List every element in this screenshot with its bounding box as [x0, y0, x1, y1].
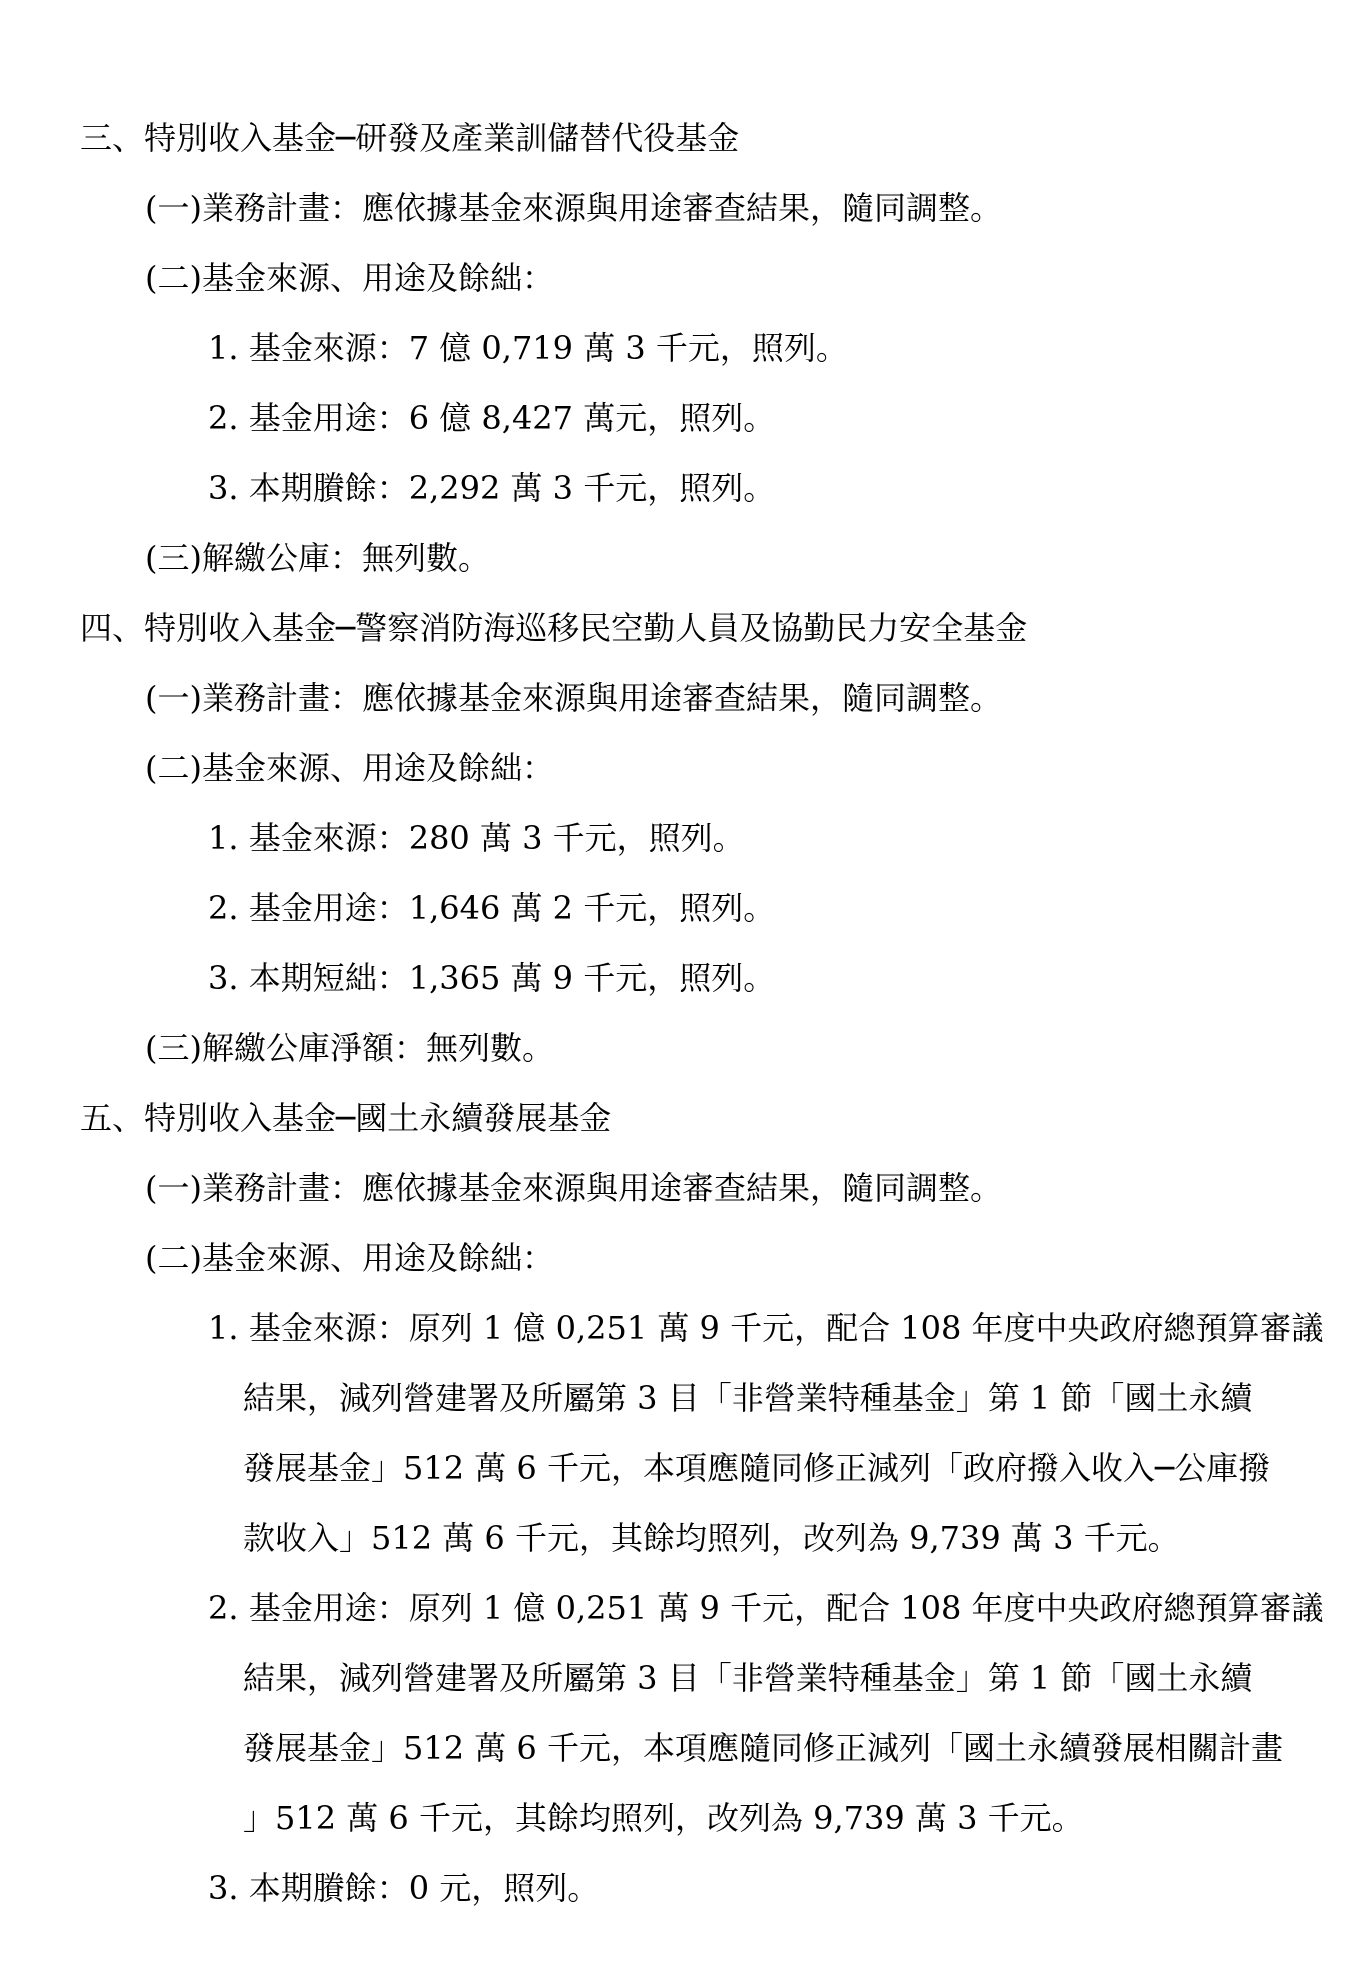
section-5-fund-source-line-2: 結果，減列營建署及所屬第 3 目「非營業特種基金」第 1 節「國土永續 — [243, 1379, 1253, 1417]
section-5-fund-summary: (二)基金來源、用途及餘絀： — [145, 1239, 554, 1277]
section-3-fund-source: 1. 基金來源：7 億 0,719 萬 3 千元，照列。 — [208, 329, 848, 367]
section-3-treasury: (三)解繳公庫：無列數。 — [145, 539, 490, 577]
section-5-fund-source-line-3: 發展基金」512 萬 6 千元，本項應隨同修正減列「政府撥入收入─公庫撥 — [243, 1449, 1271, 1487]
section-5-heading: 五、特別收入基金─國土永續發展基金 — [80, 1099, 612, 1137]
section-5-business-plan: (一)業務計畫：應依據基金來源與用途審查結果，隨同調整。 — [145, 1169, 1002, 1207]
section-4-fund-source: 1. 基金來源：280 萬 3 千元，照列。 — [208, 819, 745, 857]
section-3-fund-use: 2. 基金用途：6 億 8,427 萬元，照列。 — [208, 399, 776, 437]
section-4-business-plan: (一)業務計畫：應依據基金來源與用途審查結果，隨同調整。 — [145, 679, 1002, 717]
section-3-surplus: 3. 本期賸餘：2,292 萬 3 千元，照列。 — [208, 469, 776, 507]
section-3-heading: 三、特別收入基金─研發及產業訓儲替代役基金 — [80, 119, 740, 157]
section-5-fund-source-line-1: 1. 基金來源：原列 1 億 0,251 萬 9 千元，配合 108 年度中央政府總預算審議 — [208, 1309, 1324, 1347]
section-4-heading: 四、特別收入基金─警察消防海巡移民空勤人員及協勤民力安全基金 — [80, 609, 1028, 647]
section-5-fund-use-line-3: 發展基金」512 萬 6 千元，本項應隨同修正減列「國土永續發展相關計畫 — [243, 1729, 1283, 1767]
section-4-fund-summary: (二)基金來源、用途及餘絀： — [145, 749, 554, 787]
section-4-treasury: (三)解繳公庫淨額：無列數。 — [145, 1029, 554, 1067]
section-5-fund-source-line-4: 款收入」512 萬 6 千元，其餘均照列，改列為 9,739 萬 3 千元。 — [243, 1519, 1180, 1557]
section-5-surplus: 3. 本期賸餘：0 元，照列。 — [208, 1869, 600, 1907]
section-5-fund-use-line-1: 2. 基金用途：原列 1 億 0,251 萬 9 千元，配合 108 年度中央政府總預算審議 — [208, 1589, 1324, 1627]
section-5-fund-use-line-2: 結果，減列營建署及所屬第 3 目「非營業特種基金」第 1 節「國土永續 — [243, 1659, 1253, 1697]
section-3-fund-summary: (二)基金來源、用途及餘絀： — [145, 259, 554, 297]
section-4-fund-use: 2. 基金用途：1,646 萬 2 千元，照列。 — [208, 889, 776, 927]
section-3-business-plan: (一)業務計畫：應依據基金來源與用途審查結果，隨同調整。 — [145, 189, 1002, 227]
section-4-deficit: 3. 本期短絀：1,365 萬 9 千元，照列。 — [208, 959, 776, 997]
section-5-fund-use-line-4: 」512 萬 6 千元，其餘均照列，改列為 9,739 萬 3 千元。 — [243, 1799, 1084, 1837]
